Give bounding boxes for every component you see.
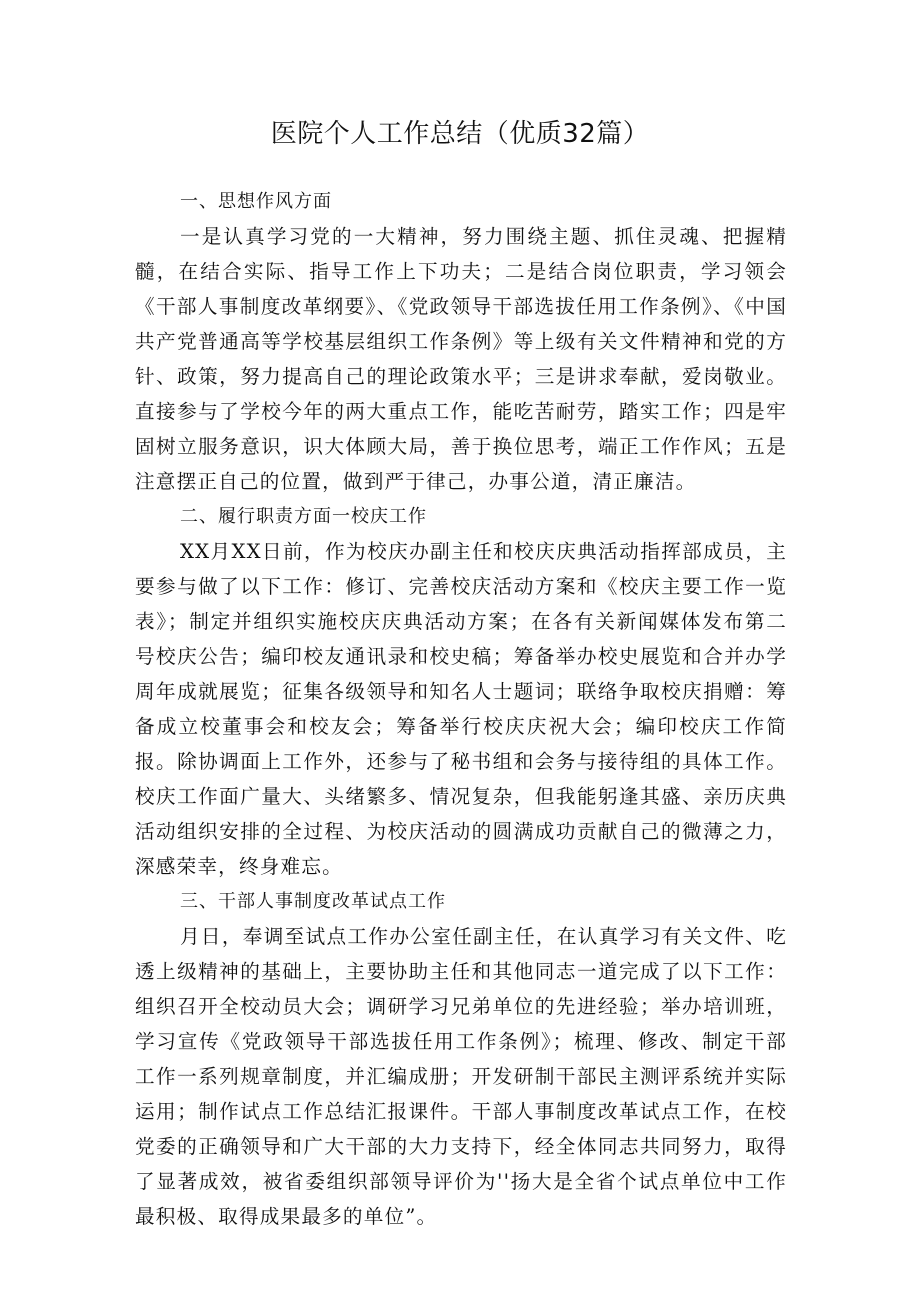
- section-heading-2: 二、履行职责方面一校庆工作: [180, 506, 427, 527]
- section-paragraph-3: 月日，奉调至试点工作办公室任副主任，在认真学习有关文件、吃透上级精神的基础上，主要协助主任和其他同志一道完成了以下工作：组织召开全校动员大会；调研学习兄弟单位的先进经验；举办培训班，学习宣传《党政领导干部选拔任用工作条例》；梳理、修改、制定干部工作一系列规章制度，并汇编成册；开发研制干部民主测评系统并实际运用；制作试点工作总结汇报课件。干部人事制度改革试点工作，在校党委的正确领导和广大干部的大力支持下，经全体同志共同努力，取得了显著成效，被省委组织部领导评价为''扬大是全省个试点单位中工作最积极、取得成果最多的单位”。: [135, 925, 787, 1228]
- section-paragraph-2: XX月XX日前，作为校庆办副主任和校庆庆典活动指挥部成员，主要参与做了以下工作：修订、完善校庆活动方案和《校庆主要工作一览表》；制定并组织实施校庆庆典活动方案；在各有关新闻媒体发布第二号校庆公告；编印校友通讯录和校史稿；筹备举办校史展览和合并办学周年成就展览；征集各级领导和知名人士题词；联络争取校庆捐赠：筹备成立校董事会和校友会；筹备举行校庆庆祝大会；编印校庆工作简报。除协调面上工作外，还参与了秘书组和会务与接待组的具体工作。校庆工作面广量大、头绪繁多、情况复杂，但我能躬逢其盛、亲历庆典活动组织安排的全过程、为校庆活动的圆满成功贡献自己的微薄之力，深感荣幸，终身难忘。: [135, 540, 787, 878]
- document-title: 医院个人工作总结（优质32篇）: [270, 119, 650, 149]
- document-body: [135, 184, 787, 1234]
- section-heading-3: 三、干部人事制度改革试点工作: [180, 891, 446, 912]
- section-heading-1: 一、思想作风方面: [180, 191, 332, 212]
- section-paragraph-1: 一是认真学习党的一大精神，努力围绕主题、抓住灵魂、把握精髓，在结合实际、指导工作上下功夫；二是结合岗位职责，学习领会《干部人事制度改革纲要》、《党政领导干部选拔任用工作条例》、《中国共产党普通高等学校基层组织工作条例》等上级有关文件精神和党的方针、政策，努力提高自己的理论政策水平；三是讲求奉献，爱岗敬业。直接参与了学校今年的两大重点工作，能吃苦耐劳，踏实工作；四是牢固树立服务意识，识大体顾大局，善于换位思考，端正工作作风；五是注意摆正自己的位置，做到严于律己，办事公道，清正廉洁。: [135, 225, 787, 493]
